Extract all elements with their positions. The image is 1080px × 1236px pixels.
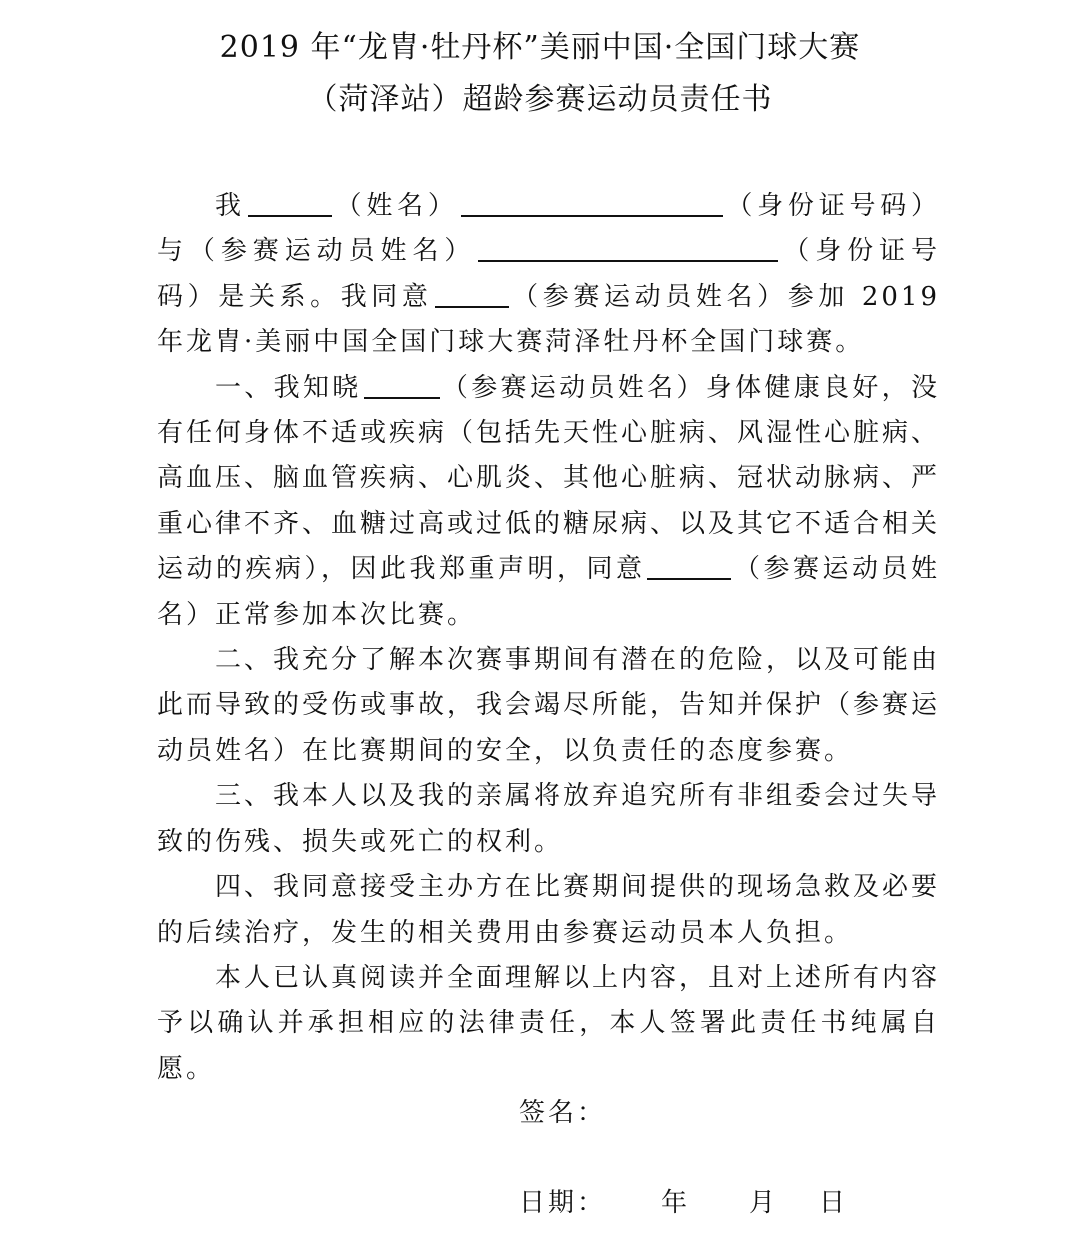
signature-label: 签名： — [519, 1098, 607, 1128]
paragraph-health-statement — [157, 366, 940, 638]
date-day-label: 日 — [819, 1188, 849, 1218]
text-segment: 我 — [215, 191, 246, 221]
paragraph-waiver: 三、我本人以及我的亲属将放弃追究所有非组委会过失导致的伤残、损失或死亡的权利。 — [157, 781, 941, 857]
text-segment: （参赛运动员姓名）正常参加本次比赛。 — [157, 554, 940, 630]
guardian-name-blank[interactable] — [248, 189, 332, 217]
paragraph-medical-care: 四、我同意接受主办方在比赛期间提供的现场急救及必要的后续治疗，发生的相关费用由参赛运动员本人负担。 — [157, 872, 941, 948]
text-segment: 一、我知晓 — [215, 372, 362, 403]
text-segment: （参赛运动员姓名）身体健康良好，没有任何身体不适或疾病（包括先天性心脏病、风湿性心脏病、高血压、脑血管疾病、心肌炎、其他心脏病、冠状动脉病、严重心律不齐、血糖过高或过低的糖尿病、以及其它不适合相关运动的疾病），因此我郑重声明，同意 — [157, 372, 941, 585]
text-segment: （身份证号码）是关系。我同意 — [157, 236, 940, 312]
document-title-line-2: （菏泽站）超龄参赛运动员责任书 — [307, 82, 773, 117]
athlete-name-blank[interactable] — [647, 552, 731, 580]
date-field[interactable] — [519, 1182, 848, 1219]
text-segment: （姓名） — [333, 191, 459, 221]
paragraph-acknowledgement: 本人已认真阅读并全面理解以上内容，且对上述所有内容予以确认并承担相应的法律责任，本人签署此责任书纯属自愿。 — [157, 962, 941, 1084]
document-body — [157, 184, 940, 1092]
athlete-name-blank[interactable] — [435, 280, 509, 308]
signature-field[interactable] — [519, 1092, 606, 1129]
athlete-name-blank[interactable] — [364, 371, 440, 399]
date-label: 日期： — [519, 1188, 607, 1218]
date-year-label: 年 — [661, 1188, 691, 1218]
date-month-label: 月 — [749, 1188, 779, 1218]
guardian-id-blank[interactable] — [461, 189, 723, 217]
text-segment: （身份证号码）与（参赛运动员姓名） — [157, 191, 940, 267]
text-segment: （参赛运动员姓名）参加 2019 年龙胄·美丽中国全国门球大赛菏泽牡丹杯全国门球赛。 — [157, 281, 940, 358]
athlete-id-blank[interactable] — [478, 234, 778, 262]
document-title-line-1: 2019 年“龙胄·牡丹杯”美丽中国·全国门球大赛 — [219, 30, 861, 65]
paragraph-risk-statement: 二、我充分了解本次赛事期间有潜在的危险，以及可能由此而导致的受伤或事故，我会竭尽所能，告知并保护（参赛运动员姓名）在比赛期间的安全，以负责任的态度参赛。 — [157, 645, 941, 766]
paragraph-consent — [157, 184, 940, 366]
